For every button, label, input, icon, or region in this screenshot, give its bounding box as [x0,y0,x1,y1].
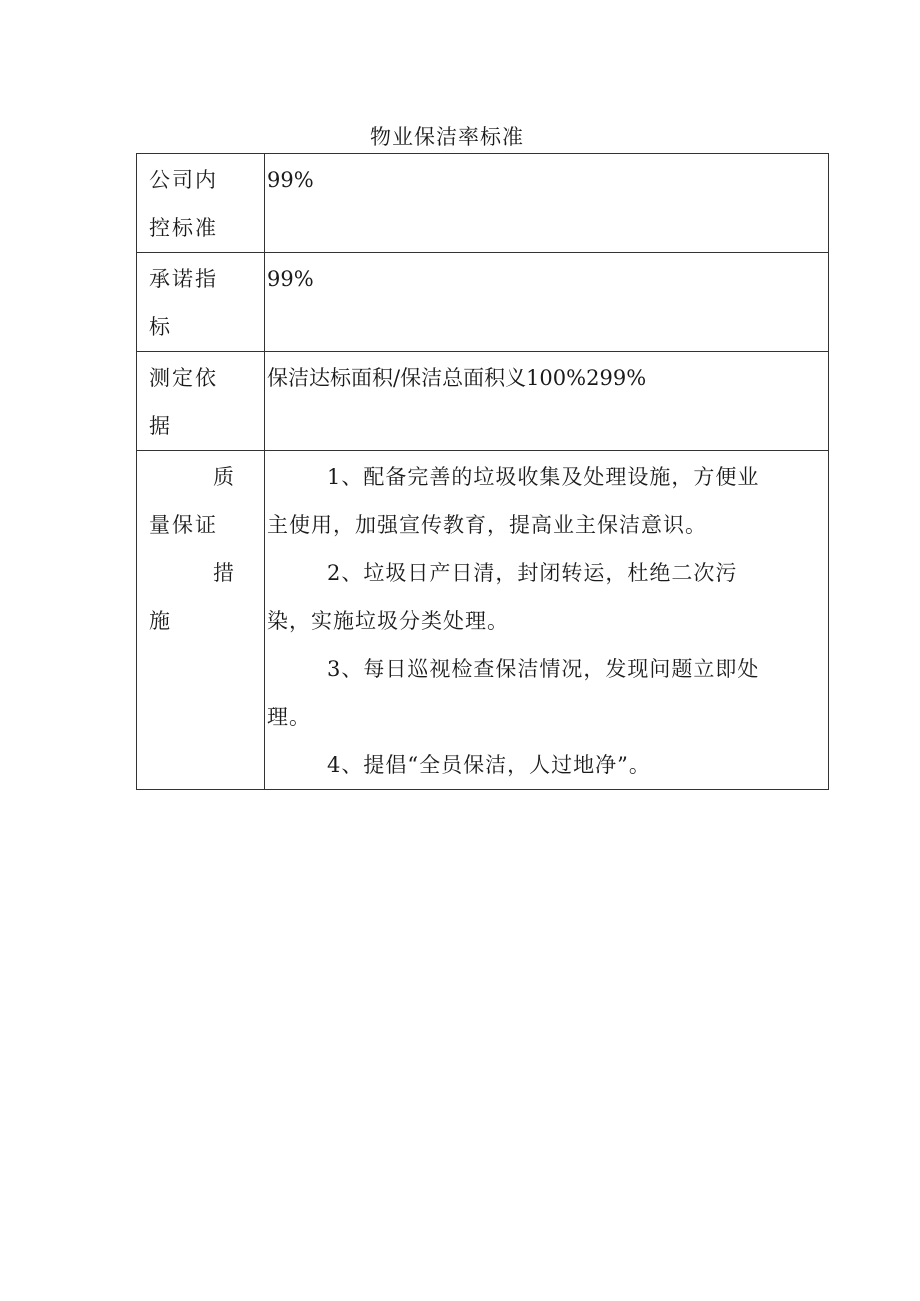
table-row-commitment [137,253,829,352]
row-label-line: 施 [149,609,172,633]
page-title: 物业保洁率标准 [370,125,524,149]
row-value-text: 99% [267,168,314,192]
table-row-measurement-basis [137,352,829,451]
row-label [137,451,265,790]
measure-item: 2、垃圾日产日清，封闭转运，杜绝二次污染，实施垃圾分类处理。 [267,561,738,633]
measure-item: 3、每日巡视检查保洁情况，发现问题立即处理。 [267,657,760,729]
table-row-quality-measures [137,451,829,790]
row-label [137,154,265,253]
measure-item: 1、配备完善的垃圾收集及处理设施，方便业主使用，加强宣传教育，提高业主保洁意识。 [267,465,760,537]
row-value-text: 99% [267,267,314,291]
row-label-line: 标 [149,315,172,339]
row-value [265,352,829,451]
row-label-line: 量保证 [149,513,218,537]
row-label-line: 据 [149,414,172,438]
row-value [265,253,829,352]
measures-list [265,451,829,790]
row-label-line: 测定依 [149,366,218,390]
row-label-line: 公司内 [149,168,218,192]
row-label-line: 承诺指 [149,267,218,291]
row-label [137,352,265,451]
row-label-line: 质 [213,465,236,489]
table-row-internal-standard [137,154,829,253]
standard-table [136,153,829,790]
row-value-text: 保洁达标面积/保洁总面积义100%299% [267,366,647,390]
row-label [137,253,265,352]
row-value [265,154,829,253]
row-label-line: 控标准 [149,216,218,240]
row-label-line: 措 [213,561,236,585]
measure-item: 4、提倡“全员保洁，人过地净”。 [327,753,651,777]
